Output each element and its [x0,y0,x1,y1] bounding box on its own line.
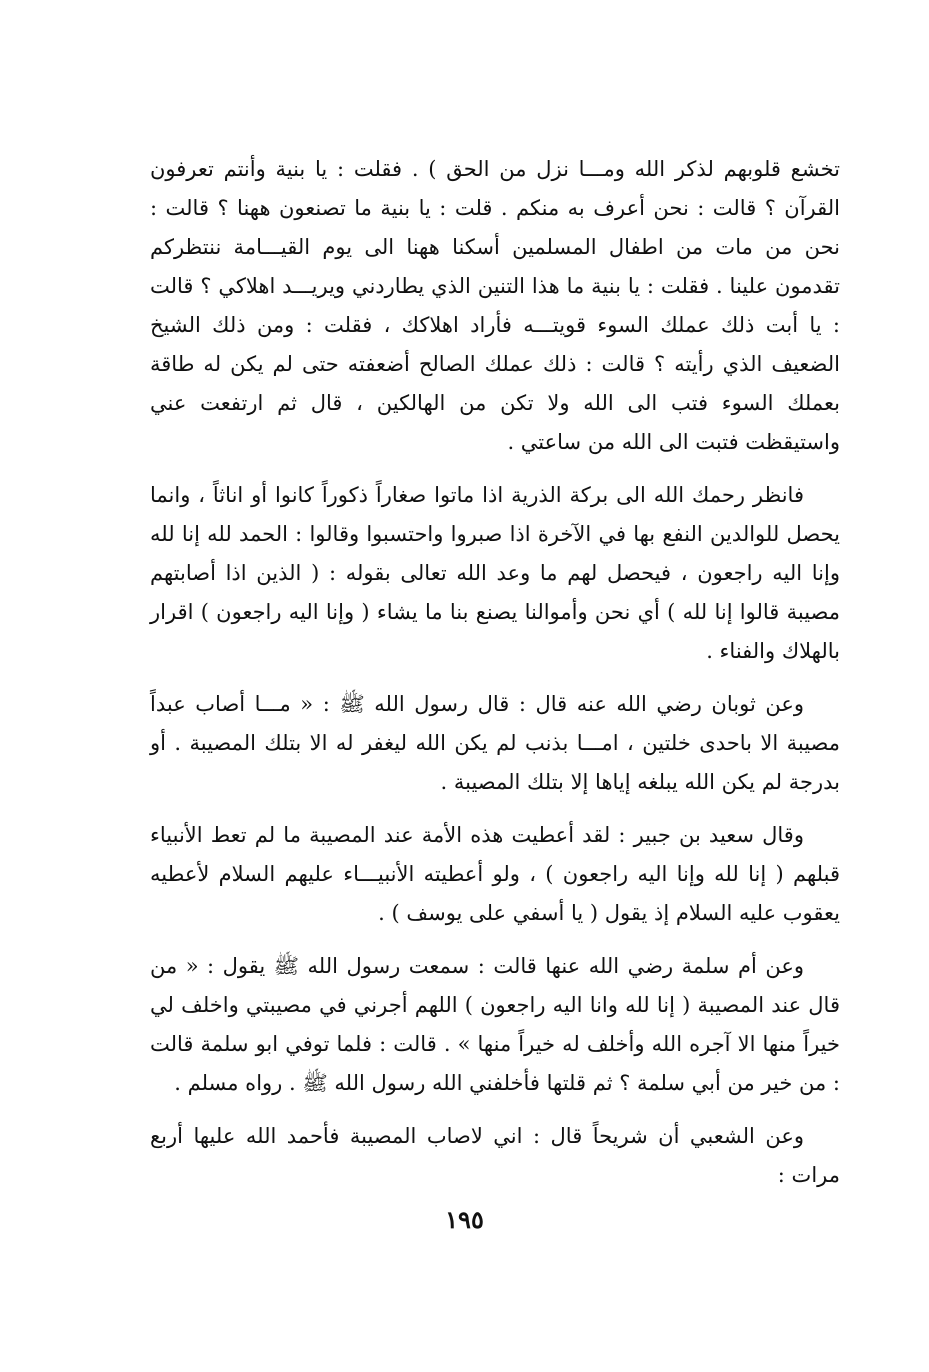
paragraph: فانظر رحمك الله الى بركة الذرية اذا ماتوا صغاراً ذكوراً كانوا أو اناثاً ، وانما يحصل للوالدين النفع بها في الآخرة اذا صبروا واحتسبوا وقالوا : الحمد لله إنا لله وإنا اليه راجعون ، فيحصل لهم ما وعد الله تعالى بقوله : ( الذين اذا أصابتهم مصيبة قالوا إنا لله ) أي نحن وأموالنا يصنع بنا ما يشاء ( وإنا اليه راجعون ) اقرار بالهلاك والفناء . [150,483,840,663]
paragraph: وعن الشعبي أن شريحاً قال : اني لاصاب المصيبة فأحمد الله عليها أربع مرات : [150,1124,840,1187]
paragraph: تخشع قلوبهم لذكر الله ومـــا نزل من الحق ) . فقلت : يا بنية وأنتم تعرفون القرآن ؟ قالت : نحن أعرف به منكم . قلت : يا بنية ما تصنعون ههنا ؟ قالت : نحن من مات من اطفال المسلمين أسكنا ههنا الى يوم القيـــامة ننتظركم تقدمون علينا . فقلت : يا بنية ما هذا التنين الذي يطاردني ويريـــد اهلاكي ؟ قالت : يا أبت ذلك عملك السوء قويتـــه فأراد اهلاكك ، فقلت : ومن ذلك الشيخ الضعيف الذي رأيته ؟ قالت : ذلك عملك الصالح أضعفته حتى لم يكن له طاقة بعملك السوء فتب الى الله ولا تكن من الهالكين ، قال ثم ارتفعت عني واستيقظت فتبت الى الله من ساعتي . [150,157,840,454]
paragraph: وعن ثوبان رضي الله عنه قال : قال رسول الله ﷺ : « مـــا أصاب عبداً مصيبة الا باحدى خلتين ، امـــا بذنب لم يكن الله ليغفر له الا بتلك المصيبة . أو بدرجة لم يكن الله يبلغه إياها إلا بتلك المصيبة . [150,692,840,794]
page-number: ١٩٥ [445,1205,484,1234]
body-text [150,150,840,1209]
paragraph: وقال سعيد بن جبير : لقد أعطيت هذه الأمة عند المصيبة ما لم تعط الأنبياء قبلهم ( إنا لله وإنا اليه راجعون ) ، ولو أعطيته الأنبيـــاء عليهم السلام لأعطيه يعقوب عليه السلام إذ يقول ( يا أسفي على يوسف ) . [150,823,840,925]
paragraph: وعن أم سلمة رضي الله عنها قالت : سمعت رسول الله ﷺ يقول : « من قال عند المصيبة ( إنا لله وانا اليه راجعون ) اللهم أجرني في مصيبتي واخلف لي خيراً منها الا آجره الله وأخلف له خيراً منها » . قالت : فلما توفي ابو سلمة قالت : من خير من أبي سلمة ؟ ثم قلتها فأخلفني الله رسول الله ﷺ . رواه مسلم . [150,954,840,1095]
